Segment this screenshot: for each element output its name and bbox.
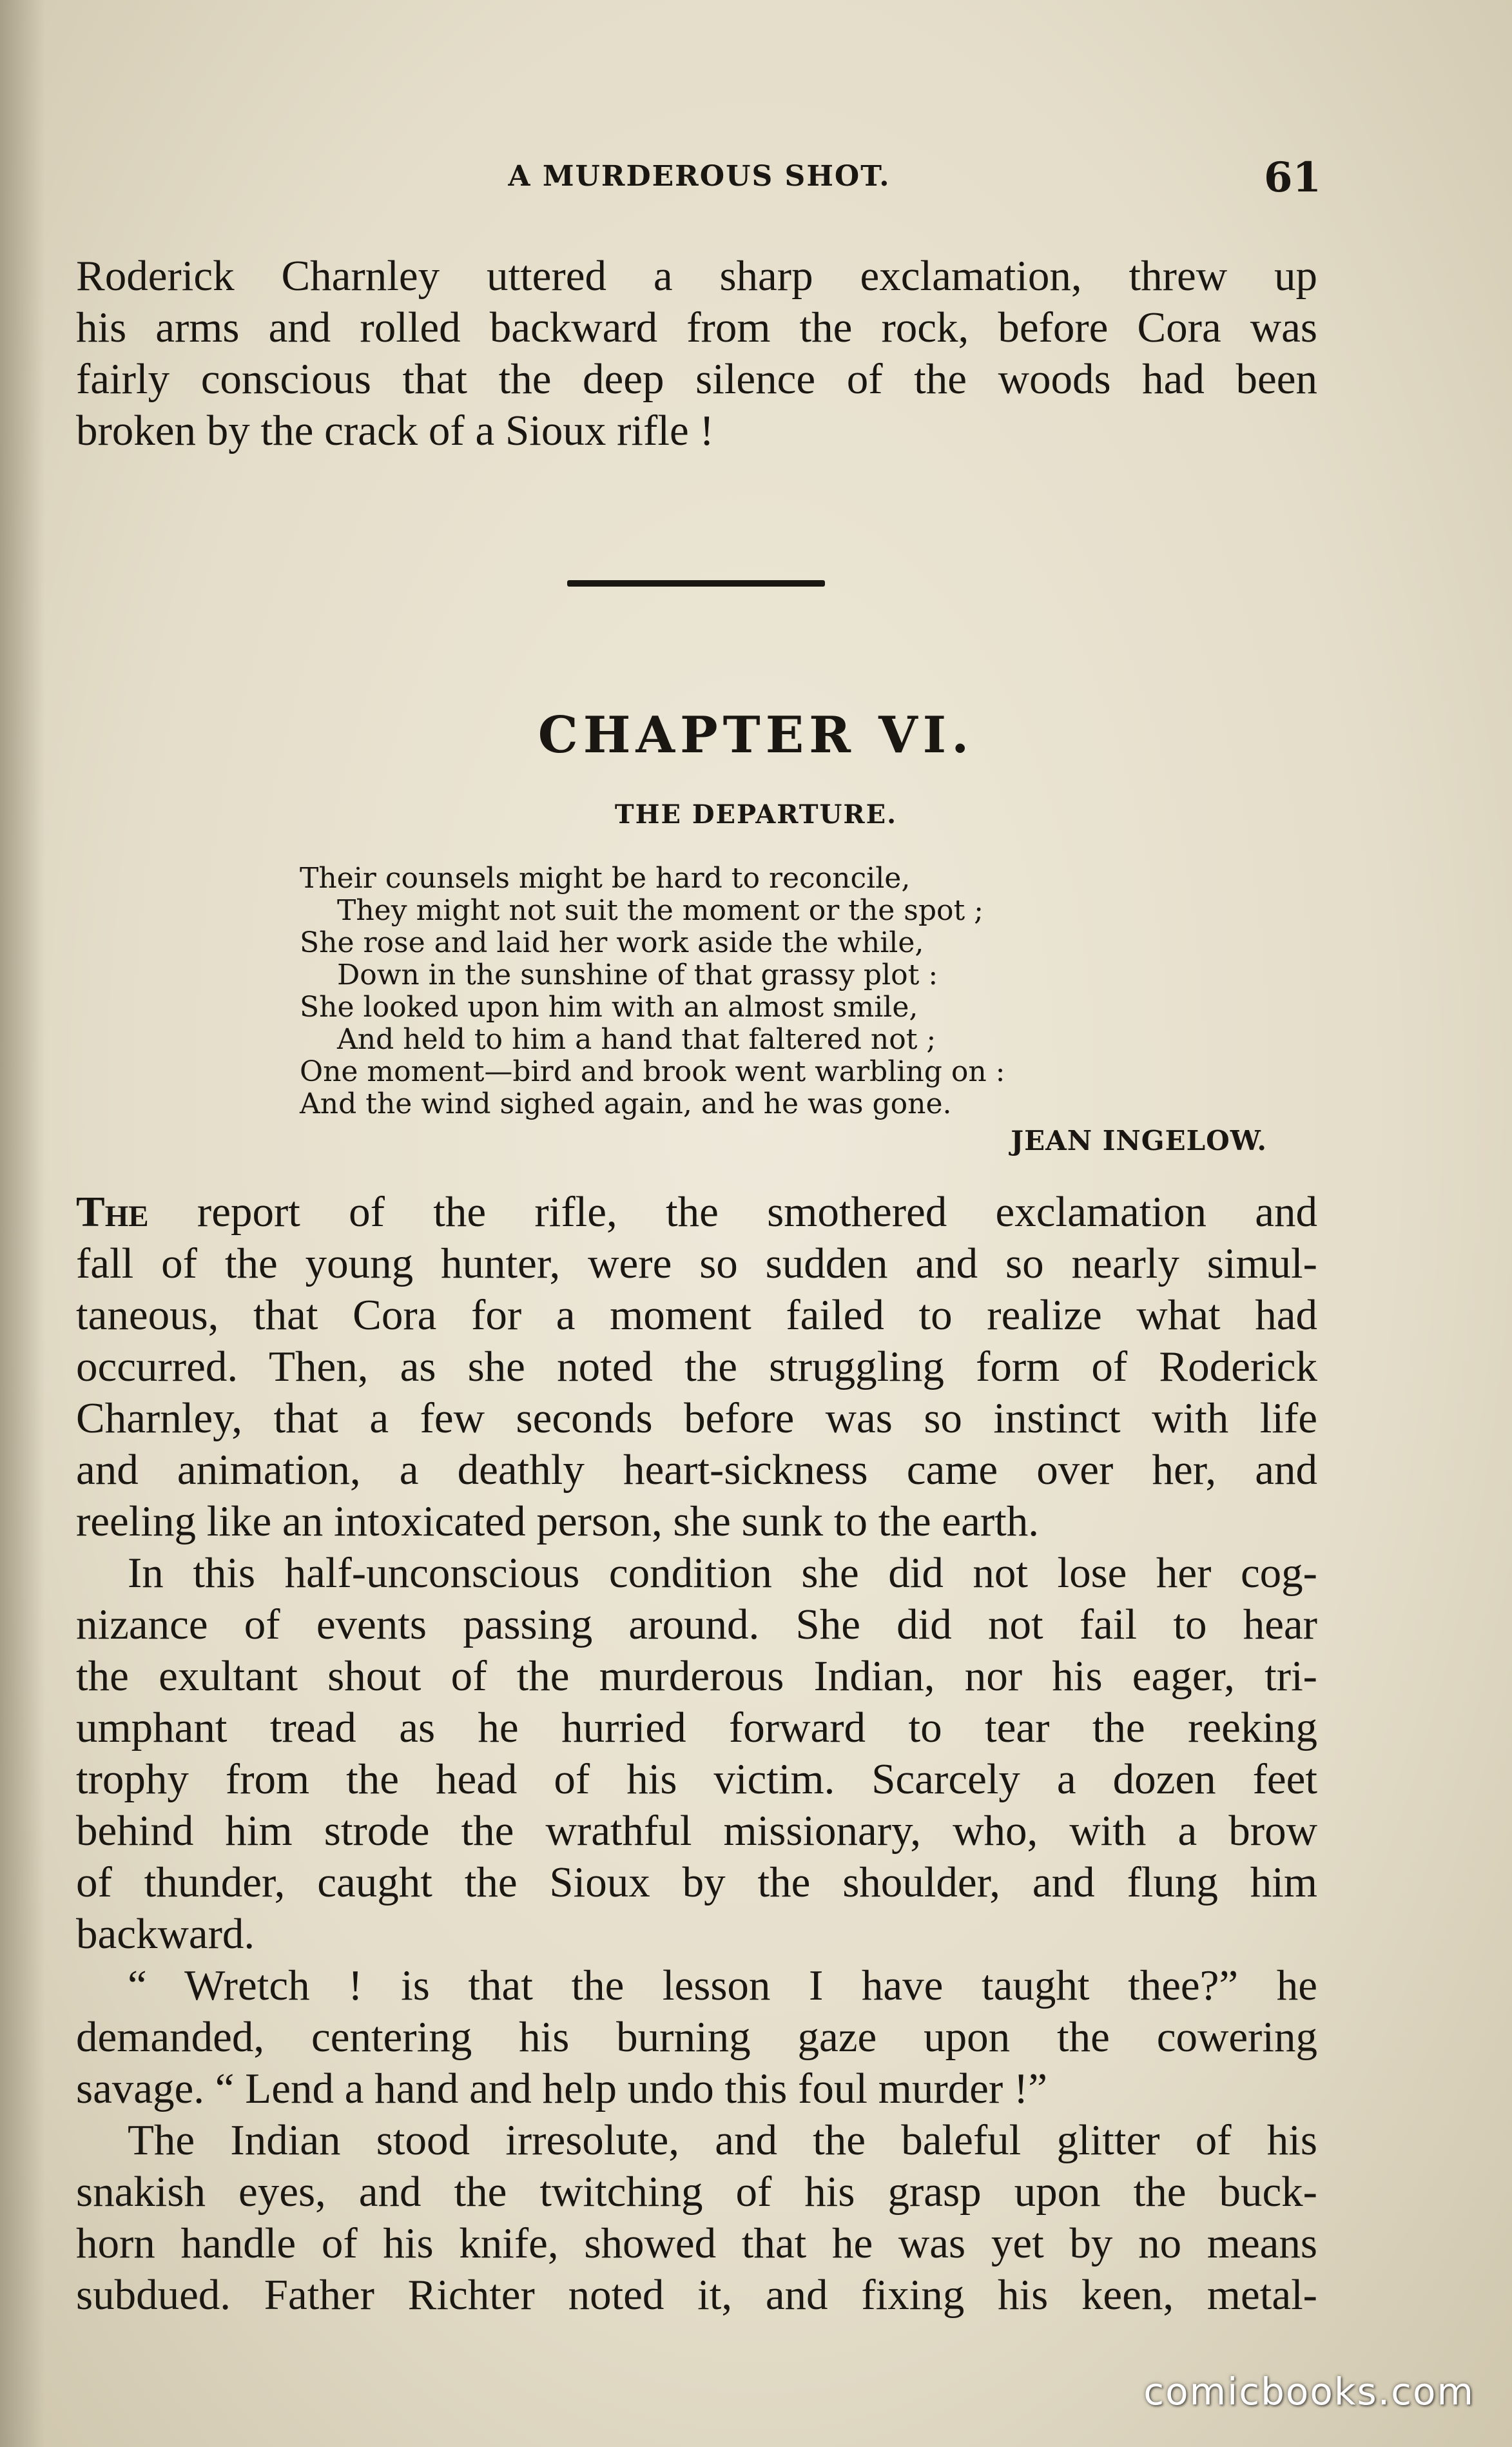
text-line: umphant tread as he hurried forward to tear the reeking: [76, 1704, 1317, 1751]
text-line: nizance of events passing around. She did not fail to hear: [76, 1601, 1317, 1648]
text-line: the exultant shout of the murderous Indian, nor his eager, tri-: [76, 1652, 1317, 1700]
poem-line: And held to him a hand that faltered not ;: [337, 1023, 936, 1056]
text-line: of thunder, caught the Sioux by the shoulder, and flung him: [76, 1858, 1317, 1906]
poem-line: Down in the sunshine of that grassy plot :: [337, 959, 938, 991]
text-line: In this half-unconscious condition she did not lose her cog-: [128, 1549, 1317, 1597]
text-line: his arms and rolled backward from the rock, before Cora was: [76, 304, 1317, 351]
poem-line: She looked upon him with an almost smile,: [300, 991, 918, 1024]
text-line: taneous, that Cora for a moment failed to realize what had: [76, 1291, 1317, 1339]
text-line: reeling like an intoxicated person, she sunk to the earth.: [76, 1497, 1040, 1545]
text-line: occurred. Then, as she noted the struggling form of Roderick: [76, 1343, 1317, 1390]
page-number: 61: [1263, 153, 1321, 202]
text-line: demanded, centering his burning gaze upon the cowering: [76, 2013, 1317, 2061]
text-line: subdued. Father Richter noted it, and fixing his keen, metal-: [76, 2271, 1317, 2319]
page-edge-shadow: [0, 0, 45, 2447]
running-head: [77, 153, 1321, 205]
chapter-heading: CHAPTER VI.: [538, 706, 974, 765]
text-line: The Indian stood irresolute, and the baleful glitter of his: [128, 2116, 1317, 2164]
text-line: broken by the crack of a Sioux rifle !: [76, 407, 714, 454]
poem-line: They might not suit the moment or the spot ;: [337, 894, 984, 927]
epigraph-poem: [300, 863, 1112, 1120]
opening-paragraph: [76, 250, 1317, 456]
text-line: backward.: [76, 1910, 255, 1958]
epigraph-attribution: JEAN INGELOW.: [1011, 1125, 1267, 1156]
site-watermark: comicbooks.com: [1143, 2370, 1475, 2413]
section-divider-rule: [567, 580, 825, 587]
poem-line: Their counsels might be hard to reconcile,: [300, 862, 911, 895]
text-line: snakish eyes, and the twitching of his grasp upon the buck-: [76, 2168, 1317, 2216]
poem-line: She rose and laid her work aside the while,: [300, 926, 924, 959]
text-line: “ Wretch ! is that the lesson I have taught thee?” he: [128, 1962, 1317, 2009]
text-line: fall of the young hunter, were so sudden and so nearly simul-: [76, 1240, 1317, 1287]
chapter-subtitle: THE DEPARTURE.: [614, 799, 898, 830]
text-line: trophy from the head of his victim. Scarcely a dozen feet: [76, 1755, 1317, 1803]
text-line: Charnley, that a few seconds before was so instinct with life: [76, 1394, 1317, 1442]
text-line: [76, 1186, 1317, 1238]
text-line: horn handle of his knife, showed that he was yet by no means: [76, 2219, 1317, 2267]
text-fragment: report of the rifle, the smothered exclamation and: [148, 1188, 1317, 1236]
poem-line: One moment—bird and brook went warbling on :: [300, 1055, 1005, 1088]
chapter-body: [76, 1186, 1317, 2321]
lead-word: The: [76, 1188, 149, 1236]
running-title: A MURDEROUS SHOT.: [508, 160, 891, 193]
text-line: behind him strode the wrathful missionary, who, with a brow: [76, 1807, 1317, 1855]
text-line: fairly conscious that the deep silence of the woods had been: [76, 355, 1317, 403]
text-line: savage. “ Lend a hand and help undo this foul murder !”: [76, 2065, 1048, 2112]
poem-line: And the wind sighed again, and he was gone.: [300, 1087, 952, 1120]
text-line: and animation, a deathly heart-sickness came over her, and: [76, 1446, 1317, 1494]
text-line: Roderick Charnley uttered a sharp exclamation, threw up: [76, 252, 1317, 300]
